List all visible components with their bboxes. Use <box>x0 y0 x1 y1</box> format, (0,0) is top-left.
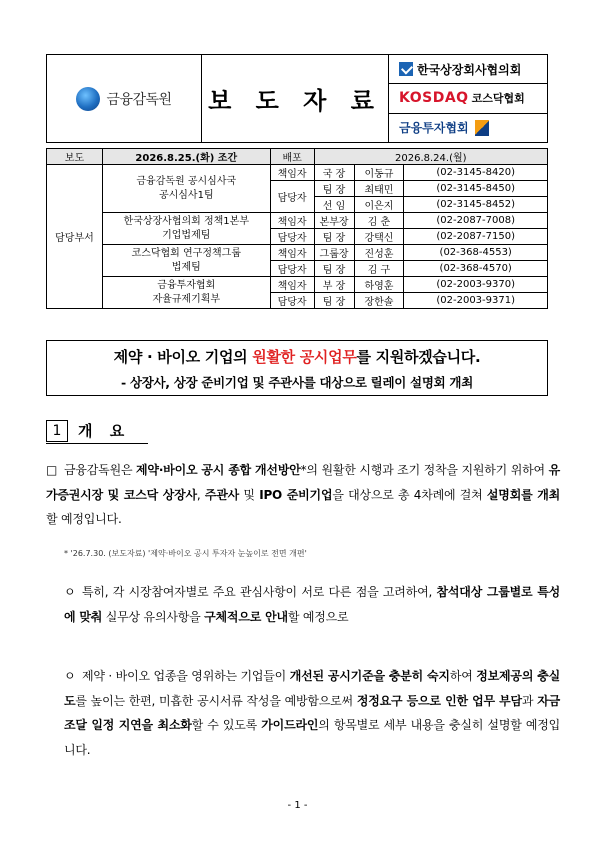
release-label: 배포 <box>270 149 314 165</box>
name-cell: 진성훈 <box>354 245 404 261</box>
document-title-cell <box>202 55 389 142</box>
bold-run: 제약·바이오 공시 종합 개선방안 <box>136 463 301 477</box>
role-cell: 담당자 <box>270 181 314 213</box>
tel-cell: (02-368-4553) <box>404 245 548 261</box>
footnote: * '26.7.30. (보도자료) '제약·바이오 공시 투자자 눈높이로 전면 개편' <box>64 549 307 558</box>
tel-cell: (02-2003-9370) <box>404 277 548 293</box>
circle-bullet-icon: ㅇ <box>64 585 76 599</box>
bold-run: 참석대상 그룹별로 특성에 맞춰 <box>64 585 560 624</box>
text-run: 및 <box>239 487 260 502</box>
embargo-value: 2026.8.25.(화) 조간 <box>102 149 270 165</box>
headline-main <box>47 346 547 367</box>
tel-cell: (02-2087-7008) <box>404 213 548 229</box>
text-run: 할 예정으로 <box>287 609 349 624</box>
detail-paragraph-1 <box>64 580 560 629</box>
kcci-logo <box>389 55 547 83</box>
text-run: 실무상 유의사항을 <box>102 609 205 624</box>
name-cell: 하영훈 <box>354 277 404 293</box>
title-cell: 국 장 <box>314 165 354 181</box>
name-cell: 장한솔 <box>354 293 404 309</box>
press-release-header <box>46 54 548 143</box>
title-cell: 팀 장 <box>314 293 354 309</box>
text-run: 할 예정입니다. <box>46 512 122 526</box>
org-name: 금융감독원 공시심사국 <box>136 176 237 187</box>
overview-paragraph <box>46 458 560 532</box>
tel-cell: (02-3145-8452) <box>404 197 548 213</box>
text-run: 금융감독원은 <box>64 463 137 477</box>
role-cell: 담당자 <box>270 293 314 309</box>
title-cell: 팀 장 <box>314 261 354 277</box>
headline-text-b: 를 지원하겠습니다. <box>356 348 481 366</box>
text-run: 하여 <box>449 669 477 683</box>
contact-info-table <box>46 148 548 309</box>
page-number: - 1 - <box>287 800 308 811</box>
kosdaq-wordmark: KOSDAQ <box>399 90 469 107</box>
text-run: 의 항목별로 세부 내용을 충실히 설명할 예정입니다. <box>64 718 560 757</box>
org-cell <box>102 213 270 245</box>
bold-run: 유가증권시장 및 코스닥 상장사 <box>46 463 560 502</box>
partner-logos <box>389 55 547 142</box>
title-cell: 팀 장 <box>314 181 354 197</box>
contact-row <box>47 277 548 293</box>
bold-run: 구체적으로 안내 <box>204 609 288 624</box>
text-run: 특히, 각 시장참여자별로 주요 관심사항이 서로 다른 점을 고려하여, <box>82 585 437 599</box>
embargo-label: 보도 <box>47 149 103 165</box>
title-cell: 그룹장 <box>314 245 354 261</box>
name-cell: 김 춘 <box>354 213 404 229</box>
org-cell <box>102 245 270 277</box>
org-name: 한국상장사협의회 정책1본부 <box>123 216 249 227</box>
name-cell: 이은지 <box>354 197 404 213</box>
contact-row <box>47 213 548 229</box>
headline-subtitle: - 상장사, 상장 준비기업 및 주관사를 대상으로 릴레이 설명회 개최 <box>121 375 473 390</box>
detail-paragraph-2 <box>64 664 560 762</box>
role-cell: 책임자 <box>270 165 314 181</box>
role-cell: 담당자 <box>270 261 314 277</box>
text-run: , <box>196 487 205 502</box>
org-team: 법제팀 <box>171 261 201 273</box>
title-cell: 팀 장 <box>314 229 354 245</box>
role-cell: 책임자 <box>270 213 314 229</box>
kofia-logo-text: 금융투자협회 <box>399 121 469 136</box>
text-run: 할 수 있도록 <box>191 718 262 732</box>
bold-run: 설명회를 개최 <box>486 487 560 502</box>
document-title: 보 도 자 료 <box>208 87 382 115</box>
headline-text-a: 제약 · 바이오 기업의 <box>113 348 253 366</box>
text-run: 과 <box>521 693 538 708</box>
fss-logo <box>47 55 202 142</box>
embargo-row <box>47 149 548 165</box>
title-cell: 선 임 <box>314 197 354 213</box>
section-number: 1 <box>46 420 68 442</box>
bold-run: 주관사 <box>204 487 240 502</box>
bold-run: 개선된 공시기준을 충분히 숙지 <box>289 669 450 683</box>
text-run: *의 원활한 시행과 조기 정착을 지원하기 위하여 <box>300 463 549 477</box>
bold-run: 가이드라인 <box>261 718 319 732</box>
name-cell: 최태민 <box>354 181 404 197</box>
org-cell <box>102 165 270 213</box>
headline-highlight: 원활한 공시업무 <box>252 348 357 366</box>
tel-cell: (02-368-4570) <box>404 261 548 277</box>
tel-cell: (02-2087-7150) <box>404 229 548 245</box>
headline-box <box>46 340 548 396</box>
tel-cell: (02-3145-8420) <box>404 165 548 181</box>
kofia-logo <box>389 113 547 142</box>
text-run: 제약 · 바이오 업종을 영위하는 기업들이 <box>82 669 290 683</box>
bold-run: 정보제공의 충실도 <box>64 669 560 708</box>
circle-bullet-icon: ㅇ <box>64 669 76 683</box>
org-name: 금융투자협회 <box>157 280 216 291</box>
title-cell: 부 장 <box>314 277 354 293</box>
org-team: 공시심사1팀 <box>158 189 214 201</box>
section-title: 개 요 <box>78 422 131 440</box>
org-cell <box>102 277 270 309</box>
text-run: 를 높이는 한편, 미흡한 공시서류 작성을 예방함으로써 <box>75 693 357 708</box>
fss-emblem-icon <box>76 87 100 111</box>
org-name: 코스닥협회 연구정책그룹 <box>131 248 241 259</box>
role-cell: 담당자 <box>270 229 314 245</box>
text-run: 을 대상으로 총 4차례에 걸쳐 <box>332 487 487 502</box>
kcci-check-icon <box>399 62 413 76</box>
kosdaq-logo <box>389 83 547 112</box>
tel-cell: (02-3145-8450) <box>404 181 548 197</box>
kcci-logo-text: 한국상장회사협의회 <box>417 62 522 77</box>
release-value: 2026.8.24.(월) <box>314 149 547 165</box>
name-cell: 강택신 <box>354 229 404 245</box>
bold-run: 자금조달 일정 지연을 최소화 <box>64 693 560 732</box>
org-team: 자율규제기획부 <box>152 293 221 305</box>
kosdaq-association-text: 코스닥협회 <box>471 92 525 106</box>
contact-row <box>47 245 548 261</box>
contact-row <box>47 165 548 181</box>
fss-logo-text: 금융감독원 <box>106 91 172 108</box>
title-cell: 본부장 <box>314 213 354 229</box>
name-cell: 이동규 <box>354 165 404 181</box>
kofia-emblem-icon <box>475 120 489 136</box>
role-cell: 책임자 <box>270 277 314 293</box>
section-heading <box>46 418 148 444</box>
role-cell: 책임자 <box>270 245 314 261</box>
bold-run: IPO 준비기업 <box>259 487 333 502</box>
square-bullet-icon: □ <box>46 463 58 477</box>
name-cell: 김 구 <box>354 261 404 277</box>
bold-run: 정정요구 등으로 인한 업무 부담 <box>356 693 522 708</box>
org-team: 기업법제팀 <box>162 229 211 241</box>
tel-cell: (02-2003-9371) <box>404 293 548 309</box>
dept-label: 담당부서 <box>47 165 103 309</box>
